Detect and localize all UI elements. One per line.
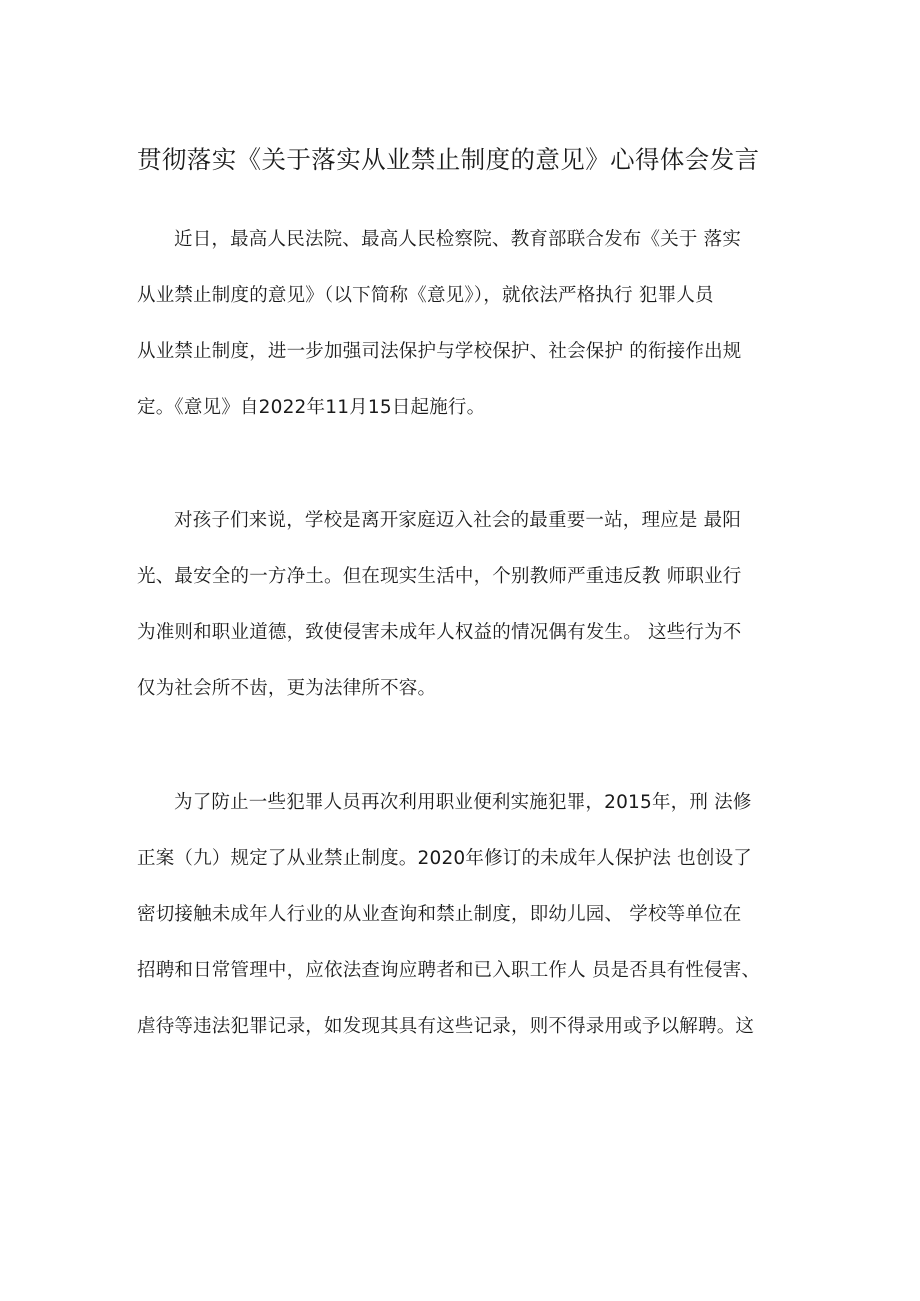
document-title: 贯彻落实《关于落实从业禁止制度的意见》心得体会发言 — [137, 145, 760, 174]
paragraph-line: 定。《意见》自2022年11月15日起施行。 — [137, 397, 486, 418]
paragraph-line: 为了防止一些犯罪人员再次利用职业便利实施犯罪，2015年，刑 法修 — [174, 792, 752, 813]
paragraph-line: 虐待等违法犯罪记录，如发现其具有这些记录，则不得录用或予以解聘。这 — [137, 1016, 755, 1037]
paragraph-line: 从业禁止制度的意见》（以下简称《意见》），就依法严格执行 犯罪人员 — [137, 285, 714, 306]
paragraph-2 — [137, 508, 802, 732]
paragraph-line: 从业禁止制度，进一步加强司法保护与学校保护、社会保护 的衔接作出规 — [137, 341, 742, 362]
paragraph-line: 近日，最高人民法院、最高人民检察院、教育部联合发布《关于 落实 — [174, 229, 742, 250]
paragraph-1 — [137, 227, 802, 451]
paragraph-3 — [137, 790, 802, 1070]
paragraph-line: 为准则和职业道德，致使侵害未成年人权益的情况偶有发生。 这些行为不 — [137, 622, 742, 643]
paragraph-line: 对孩子们来说，学校是离开家庭迈入社会的最重要一站，理应是 最阳 — [174, 510, 742, 531]
paragraph-line: 正案（九）规定了从业禁止制度。2020年修订的未成年人保护法 也创设了 — [137, 848, 752, 869]
paragraph-line: 招聘和日常管理中，应依法查询应聘者和已入职工作人 员是否具有性侵害、 — [137, 960, 761, 981]
paragraph-line: 密切接触未成年人行业的从业查询和禁止制度，即幼儿园、 学校等单位在 — [137, 904, 742, 925]
paragraph-line: 光、最安全的一方净土。但在现实生活中，个别教师严重违反教 师职业行 — [137, 566, 742, 587]
paragraph-line: 仅为社会所不齿，更为法律所不容。 — [137, 678, 437, 699]
